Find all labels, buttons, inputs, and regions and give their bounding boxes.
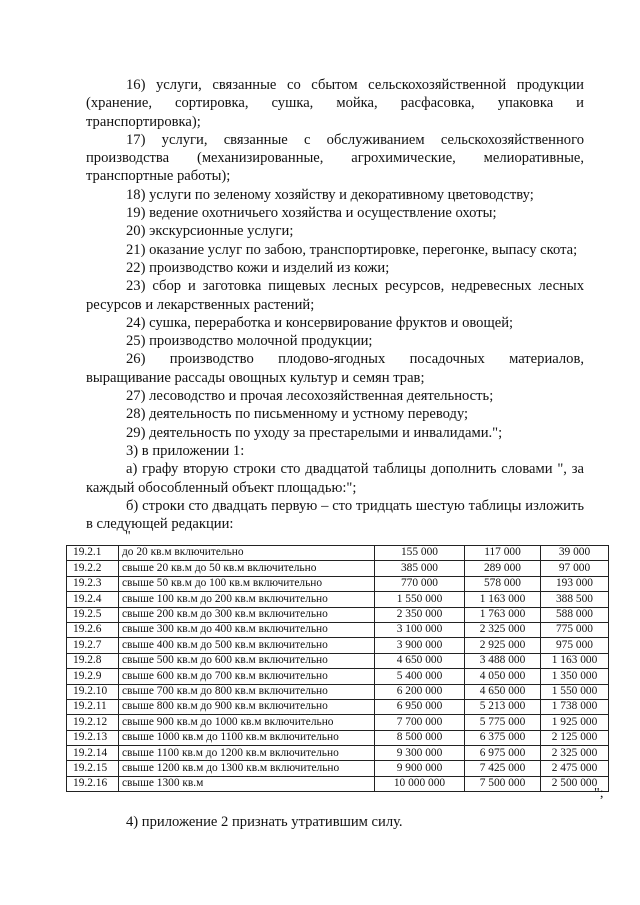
table-row — [67, 761, 609, 776]
table-row — [67, 715, 609, 730]
row-value-cell: 6 200 000 — [375, 684, 465, 699]
opening-quote-mark: " — [125, 529, 131, 544]
paragraph: б) строки сто двадцать первую – сто тридцать шестую таблицы изложить в следующей редакции: — [86, 497, 584, 533]
row-code-cell: 19.2.14 — [67, 746, 119, 761]
row-value-cell: 6 950 000 — [375, 699, 465, 714]
row-value-cell: 2 325 000 — [541, 746, 609, 761]
row-description-cell: свыше 400 кв.м до 500 кв.м включительно — [119, 638, 375, 653]
table-row — [67, 776, 609, 791]
row-value-cell: 3 100 000 — [375, 622, 465, 637]
row-description-cell: свыше 600 кв.м до 700 кв.м включительно — [119, 669, 375, 684]
row-value-cell: 3 488 000 — [465, 653, 541, 668]
row-value-cell: 155 000 — [375, 546, 465, 561]
row-value-cell: 1 925 000 — [541, 715, 609, 730]
row-value-cell: 1 163 000 — [541, 653, 609, 668]
row-code-cell: 19.2.3 — [67, 576, 119, 591]
paragraph: 27) лесоводство и прочая лесохозяйственная деятельность; — [126, 388, 494, 405]
paragraph: 29) деятельность по уходу за престарелыми и инвалидами."; — [126, 424, 503, 441]
paragraph: 17) услуги, связанные с обслуживанием сельскохозяйственного производства (механизированные, агрохимические, мелиоративные, транспортные работы); — [86, 131, 584, 185]
row-description-cell: свыше 900 кв.м до 1000 кв.м включительно — [119, 715, 375, 730]
row-code-cell: 19.2.2 — [67, 561, 119, 576]
row-value-cell: 6 375 000 — [465, 730, 541, 745]
row-value-cell: 97 000 — [541, 561, 609, 576]
paragraph: 28) деятельность по письменному и устному переводу; — [126, 406, 469, 423]
row-description-cell: свыше 500 кв.м до 600 кв.м включительно — [119, 653, 375, 668]
row-code-cell: 19.2.13 — [67, 730, 119, 745]
row-value-cell: 4 650 000 — [375, 653, 465, 668]
row-value-cell: 975 000 — [541, 638, 609, 653]
row-description-cell: свыше 200 кв.м до 300 кв.м включительно — [119, 607, 375, 622]
table-row — [67, 576, 609, 591]
row-value-cell: 5 775 000 — [465, 715, 541, 730]
row-code-cell: 19.2.5 — [67, 607, 119, 622]
row-value-cell: 7 700 000 — [375, 715, 465, 730]
row-value-cell: 9 300 000 — [375, 746, 465, 761]
row-code-cell: 19.2.9 — [67, 669, 119, 684]
body-text — [86, 76, 584, 533]
paragraph: 23) сбор и заготовка пищевых лесных ресурсов, недревесных лесных ресурсов и лекарственных растений; — [86, 278, 584, 313]
table-row — [67, 699, 609, 714]
row-description-cell: свыше 700 кв.м до 800 кв.м включительно — [119, 684, 375, 699]
row-description-cell: свыше 1200 кв.м до 1300 кв.м включительно — [119, 761, 375, 776]
paragraph: 19) ведение охотничьего хозяйства и осуществление охоты; — [126, 205, 497, 222]
row-value-cell: 6 975 000 — [465, 746, 541, 761]
row-value-cell: 1 550 000 — [375, 592, 465, 607]
row-description-cell: свыше 20 кв.м до 50 кв.м включительно — [119, 561, 375, 576]
row-description-cell: свыше 50 кв.м до 100 кв.м включительно — [119, 576, 375, 591]
row-value-cell: 588 000 — [541, 607, 609, 622]
closing-quote-mark: "; — [594, 786, 604, 801]
row-code-cell: 19.2.1 — [67, 546, 119, 561]
rates-table — [66, 545, 609, 792]
row-value-cell: 289 000 — [465, 561, 541, 576]
row-value-cell: 4 650 000 — [465, 684, 541, 699]
row-value-cell: 2 325 000 — [465, 622, 541, 637]
row-code-cell: 19.2.11 — [67, 699, 119, 714]
row-description-cell: свыше 100 кв.м до 200 кв.м включительно — [119, 592, 375, 607]
row-value-cell: 3 900 000 — [375, 638, 465, 653]
row-value-cell: 385 000 — [375, 561, 465, 576]
row-value-cell: 10 000 000 — [375, 776, 465, 791]
row-description-cell: свыше 1100 кв.м до 1200 кв.м включительно — [119, 746, 375, 761]
row-code-cell: 19.2.16 — [67, 776, 119, 791]
row-value-cell: 2 500 000 — [541, 776, 609, 791]
row-value-cell: 578 000 — [465, 576, 541, 591]
row-value-cell: 2 350 000 — [375, 607, 465, 622]
row-value-cell: 4 050 000 — [465, 669, 541, 684]
row-value-cell: 1 738 000 — [541, 699, 609, 714]
final-paragraph: 4) приложение 2 признать утратившим силу. — [126, 814, 403, 830]
paragraph: 24) сушка, переработка и консервирование фруктов и овощей; — [126, 314, 514, 331]
paragraph: 26) производство плодово-ягодных посадочных материалов, выращивание рассады овощных культур и семян трав; — [86, 351, 584, 386]
row-code-cell: 19.2.12 — [67, 715, 119, 730]
table-row — [67, 607, 609, 622]
table-row — [67, 638, 609, 653]
row-value-cell: 193 000 — [541, 576, 609, 591]
row-value-cell: 8 500 000 — [375, 730, 465, 745]
table-row — [67, 653, 609, 668]
row-value-cell: 2 925 000 — [465, 638, 541, 653]
row-value-cell: 5 400 000 — [375, 669, 465, 684]
paragraph: 3) в приложении 1: — [126, 442, 245, 459]
row-value-cell: 388 500 — [541, 592, 609, 607]
row-value-cell: 1 350 000 — [541, 669, 609, 684]
row-value-cell: 1 163 000 — [465, 592, 541, 607]
row-code-cell: 19.2.8 — [67, 653, 119, 668]
row-value-cell: 7 425 000 — [465, 761, 541, 776]
row-value-cell: 39 000 — [541, 546, 609, 561]
table-row — [67, 592, 609, 607]
row-value-cell: 117 000 — [465, 546, 541, 561]
row-description-cell: свыше 800 кв.м до 900 кв.м включительно — [119, 699, 375, 714]
row-code-cell: 19.2.15 — [67, 761, 119, 776]
row-value-cell: 7 500 000 — [465, 776, 541, 791]
paragraph: 16) услуги, связанные со сбытом сельскохозяйственной продукции (хранение, сортировка, сушка, мойка, расфасовка, упаковка и транспортировка); — [86, 77, 584, 130]
row-description-cell: свыше 300 кв.м до 400 кв.м включительно — [119, 622, 375, 637]
paragraph: 21) оказание услуг по забою, транспортировке, перегонке, выпасу скота; — [126, 241, 578, 258]
paragraph: 22) производство кожи и изделий из кожи; — [126, 259, 390, 276]
row-code-cell: 19.2.10 — [67, 684, 119, 699]
row-code-cell: 19.2.6 — [67, 622, 119, 637]
row-code-cell: 19.2.7 — [67, 638, 119, 653]
table-row — [67, 546, 609, 561]
table-row — [67, 730, 609, 745]
row-description-cell: до 20 кв.м включительно — [119, 546, 375, 561]
paragraph: 25) производство молочной продукции; — [126, 333, 373, 350]
row-value-cell: 1 763 000 — [465, 607, 541, 622]
rates-table-body — [67, 546, 609, 792]
table-row — [67, 622, 609, 637]
row-code-cell: 19.2.4 — [67, 592, 119, 607]
row-description-cell: свыше 1000 кв.м до 1100 кв.м включительно — [119, 730, 375, 745]
row-value-cell: 1 550 000 — [541, 684, 609, 699]
table-row — [67, 684, 609, 699]
table-row — [67, 561, 609, 576]
row-value-cell: 5 213 000 — [465, 699, 541, 714]
paragraph: 18) услуги по зеленому хозяйству и декоративному цветоводству; — [126, 186, 534, 203]
paragraph: 20) экскурсионные услуги; — [126, 223, 294, 240]
table-row — [67, 669, 609, 684]
row-value-cell: 775 000 — [541, 622, 609, 637]
table-row — [67, 746, 609, 761]
row-value-cell: 9 900 000 — [375, 761, 465, 776]
row-value-cell: 2 125 000 — [541, 730, 609, 745]
row-description-cell: свыше 1300 кв.м — [119, 776, 375, 791]
row-value-cell: 2 475 000 — [541, 761, 609, 776]
row-value-cell: 770 000 — [375, 576, 465, 591]
paragraph: а) графу вторую строки сто двадцатой таблицы дополнить словами ", за каждый обособленный объект площадью:"; — [86, 461, 584, 496]
